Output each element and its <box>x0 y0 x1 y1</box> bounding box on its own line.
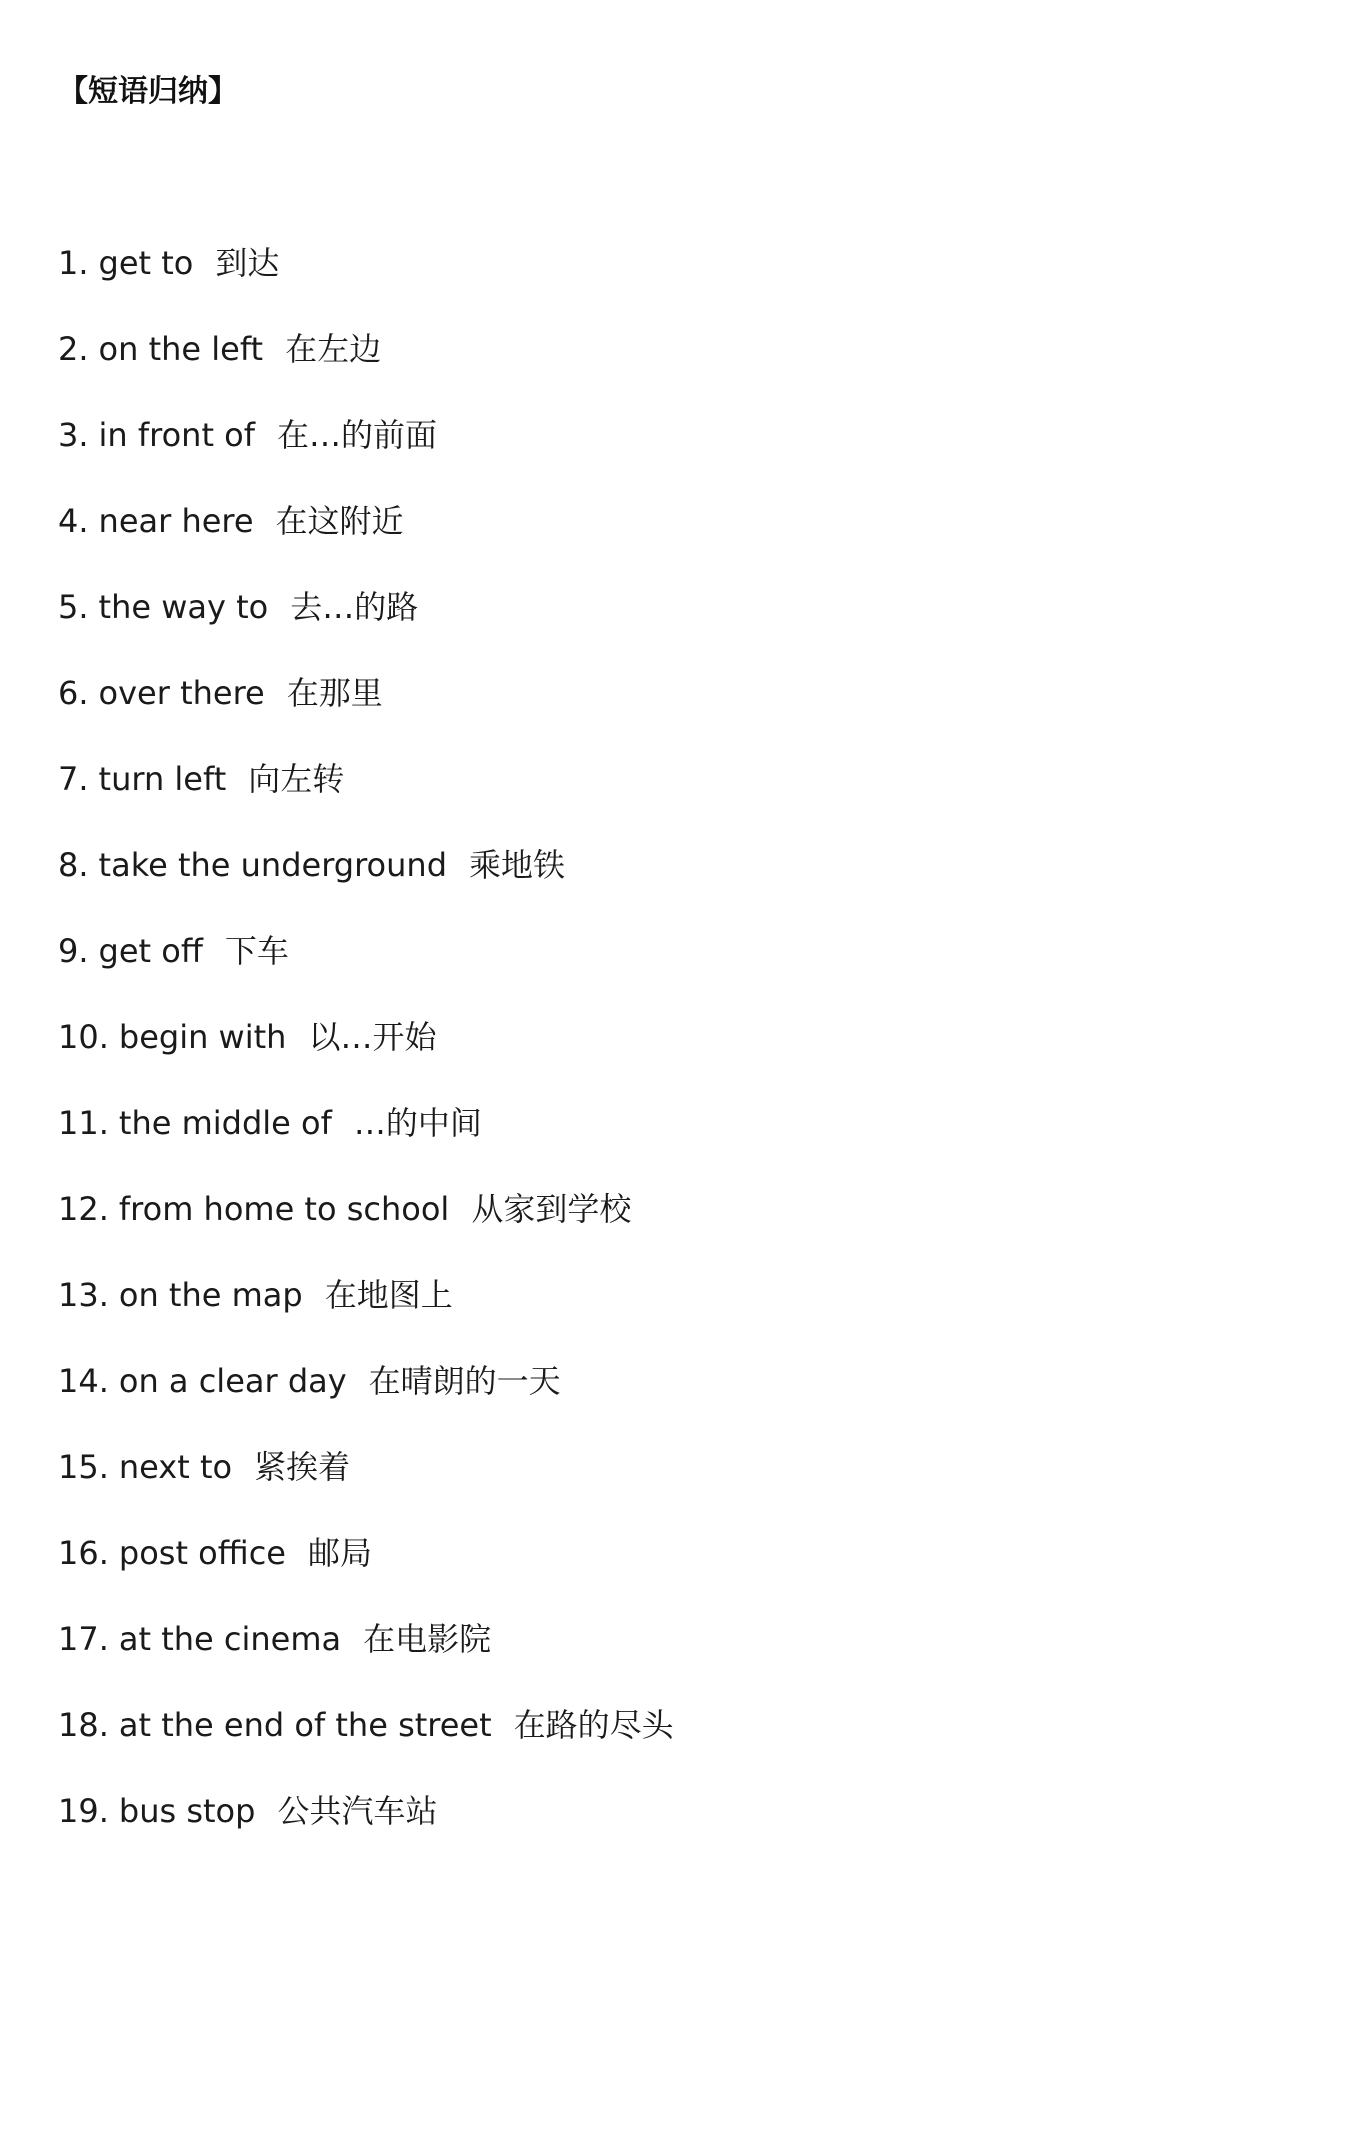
phrase-item <box>58 673 674 759</box>
phrase-chinese: 下车 <box>224 932 289 970</box>
phrase-english: near here <box>98 502 254 540</box>
phrase-english: the middle of <box>118 1104 332 1142</box>
phrase-english: on a clear day <box>118 1362 347 1400</box>
phrase-chinese: 在路的尽头 <box>513 1706 674 1744</box>
phrase-english: next to <box>118 1448 233 1486</box>
phrase-item <box>58 1017 674 1103</box>
phrase-item <box>58 1447 674 1533</box>
phrase-number: 8. <box>58 846 89 884</box>
phrase-chinese: 在电影院 <box>363 1620 492 1658</box>
phrase-english: begin with <box>118 1018 287 1056</box>
phrase-chinese: 公共汽车站 <box>277 1792 438 1830</box>
phrase-item <box>58 1791 674 1877</box>
phrase-number: 19. <box>58 1792 109 1830</box>
phrase-number: 16. <box>58 1534 109 1572</box>
phrase-chinese: 在晴朗的一天 <box>368 1362 561 1400</box>
phrase-number: 18. <box>58 1706 109 1744</box>
phrase-english: on the map <box>118 1276 303 1314</box>
phrase-english: take the underground <box>98 846 447 884</box>
phrase-number: 1. <box>58 244 89 282</box>
phrase-chinese: 紧挨着 <box>254 1448 351 1486</box>
phrase-english: at the end of the street <box>118 1706 492 1744</box>
phrase-chinese: 到达 <box>215 244 280 282</box>
phrase-english: from home to school <box>118 1190 450 1228</box>
phrase-english: get off <box>98 932 203 970</box>
phrase-english: on the left <box>98 330 264 368</box>
phrase-chinese: …的中间 <box>353 1104 482 1142</box>
phrase-item <box>58 1103 674 1189</box>
phrase-item <box>58 329 674 415</box>
phrase-number: 17. <box>58 1620 109 1658</box>
phrase-item <box>58 845 674 931</box>
phrase-item <box>58 415 674 501</box>
phrase-item <box>58 759 674 845</box>
phrase-number: 3. <box>58 416 89 454</box>
phrase-item <box>58 501 674 587</box>
phrase-number: 5. <box>58 588 89 626</box>
phrase-english: at the cinema <box>118 1620 342 1658</box>
phrase-chinese: 在…的前面 <box>277 416 438 454</box>
phrase-number: 2. <box>58 330 89 368</box>
phrase-item <box>58 243 674 329</box>
phrase-list <box>58 243 674 1877</box>
phrase-english: over there <box>98 674 265 712</box>
phrase-english: the way to <box>98 588 269 626</box>
phrase-english: get to <box>98 244 194 282</box>
phrase-chinese: 邮局 <box>307 1534 372 1572</box>
phrase-chinese: 从家到学校 <box>471 1190 632 1228</box>
phrase-number: 7. <box>58 760 89 798</box>
phrase-english: bus stop <box>118 1792 256 1830</box>
phrase-number: 10. <box>58 1018 109 1056</box>
phrase-english: post office <box>118 1534 286 1572</box>
phrase-item <box>58 587 674 673</box>
phrase-item <box>58 1619 674 1705</box>
phrase-chinese: 在那里 <box>286 674 383 712</box>
phrase-chinese: 向左转 <box>248 760 345 798</box>
phrase-number: 12. <box>58 1190 109 1228</box>
phrase-chinese: 以…开始 <box>308 1018 437 1056</box>
phrase-number: 11. <box>58 1104 109 1142</box>
phrase-item <box>58 931 674 1017</box>
phrase-number: 4. <box>58 502 89 540</box>
phrase-number: 13. <box>58 1276 109 1314</box>
phrase-item <box>58 1189 674 1275</box>
phrase-item <box>58 1275 674 1361</box>
phrase-item <box>58 1705 674 1791</box>
phrase-chinese: 在左边 <box>285 330 382 368</box>
section-title: 【短语归纳】 <box>58 74 238 109</box>
phrase-chinese: 去…的路 <box>290 588 419 626</box>
phrase-number: 6. <box>58 674 89 712</box>
phrase-number: 9. <box>58 932 89 970</box>
phrase-english: in front of <box>98 416 256 454</box>
phrase-chinese: 在这附近 <box>275 502 404 540</box>
phrase-chinese: 在地图上 <box>324 1276 453 1314</box>
phrase-number: 14. <box>58 1362 109 1400</box>
phrase-chinese: 乘地铁 <box>469 846 566 884</box>
phrase-item <box>58 1533 674 1619</box>
phrase-english: turn left <box>98 760 227 798</box>
phrase-item <box>58 1361 674 1447</box>
phrase-number: 15. <box>58 1448 109 1486</box>
